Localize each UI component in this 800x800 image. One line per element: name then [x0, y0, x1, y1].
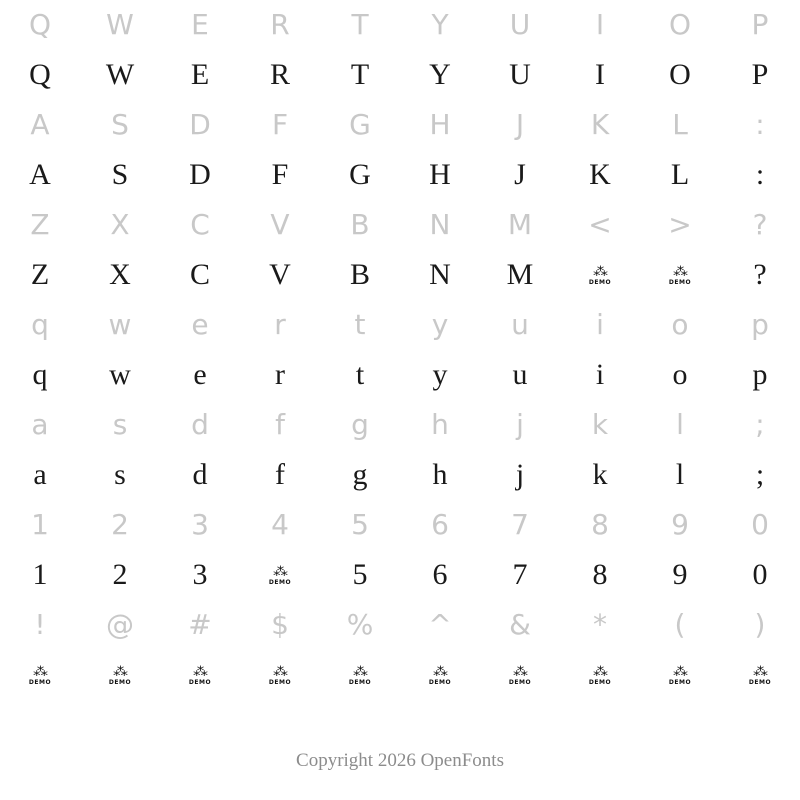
glyph-cell: w — [109, 358, 131, 391]
demo-label: DEMO — [508, 679, 532, 686]
glyph-cell: ! — [34, 608, 46, 641]
glyph-cell: s — [114, 458, 126, 491]
glyph-cell: 7 — [512, 558, 528, 591]
glyph-cell: : — [755, 108, 765, 141]
demo-mark-icon — [509, 664, 531, 686]
leaf-icon: ⁂ — [273, 663, 287, 679]
glyph-cell: C — [189, 258, 210, 291]
demo-mark-icon — [429, 664, 451, 686]
glyph-cell: p — [751, 308, 769, 341]
demo-label: DEMO — [428, 679, 452, 686]
glyph-cell: L — [670, 158, 690, 191]
demo-mark-icon — [109, 664, 131, 686]
glyph-cell: P — [751, 8, 769, 41]
leaf-icon: ⁂ — [113, 663, 127, 679]
glyph-cell: P — [751, 58, 769, 91]
glyph-cell: D — [189, 158, 211, 191]
glyph-cell: U — [509, 58, 531, 91]
demo-label: DEMO — [348, 679, 372, 686]
demo-label: DEMO — [668, 279, 692, 286]
glyph-cell: e — [191, 308, 209, 341]
glyph-cell: Y — [431, 8, 449, 41]
leaf-icon: ⁂ — [433, 663, 447, 679]
glyph-cell: K — [590, 108, 610, 141]
glyph-cell: X — [110, 208, 130, 241]
glyph-cell: 5 — [352, 558, 368, 591]
glyph-cell: $ — [271, 608, 289, 641]
glyph-cell: i — [596, 308, 604, 341]
glyph-cell: R — [269, 58, 290, 91]
demo-watermark-glyph — [240, 550, 320, 600]
demo-label: DEMO — [28, 679, 52, 686]
glyph-cell: E — [191, 8, 209, 41]
glyph-cell: A — [30, 108, 50, 141]
glyph-cell: s — [112, 408, 128, 441]
glyph-cell: V — [270, 208, 290, 241]
demo-watermark-glyph — [640, 650, 720, 700]
demo-watermark-glyph — [720, 650, 800, 700]
demo-mark-icon — [269, 664, 291, 686]
glyph-cell: D — [189, 108, 211, 141]
glyph-cell: L — [672, 108, 688, 141]
glyph-cell: H — [429, 108, 451, 141]
glyph-cell: y — [432, 358, 448, 391]
demo-label: DEMO — [268, 579, 292, 586]
glyph-cell: % — [346, 608, 374, 641]
demo-watermark-glyph — [560, 250, 640, 300]
glyph-cell: ? — [752, 208, 768, 241]
glyph-cell: j — [516, 408, 524, 441]
glyph-cell: T — [350, 58, 370, 91]
glyph-cell: r — [275, 358, 285, 391]
glyph-cell: h — [432, 458, 448, 491]
glyph-cell: g — [351, 408, 369, 441]
glyph-cell: Q — [28, 8, 52, 41]
glyph-cell: 9 — [671, 508, 689, 541]
glyph-cell: B — [349, 258, 370, 291]
glyph-cell: M — [507, 208, 533, 241]
glyph-cell: I — [595, 58, 605, 91]
glyph-cell: S — [111, 108, 129, 141]
glyph-cell: > — [668, 208, 692, 241]
demo-mark-icon — [589, 664, 611, 686]
glyph-cell: 8 — [592, 558, 608, 591]
glyph-cell: d — [191, 408, 209, 441]
demo-watermark-glyph — [640, 250, 720, 300]
glyph-cell: 8 — [591, 508, 609, 541]
glyph-cell: l — [675, 458, 685, 491]
demo-label: DEMO — [268, 679, 292, 686]
glyph-cell: t — [354, 308, 366, 341]
glyph-cell: ( — [674, 608, 686, 641]
demo-watermark-glyph — [240, 650, 320, 700]
leaf-icon: ⁂ — [673, 663, 687, 679]
demo-watermark-glyph — [400, 650, 480, 700]
glyph-cell: 6 — [431, 508, 449, 541]
glyph-cell: u — [511, 308, 529, 341]
glyph-cell: S — [111, 158, 129, 191]
glyph-cell: H — [429, 158, 451, 191]
glyph-cell: Z — [30, 208, 50, 241]
glyph-cell: O — [668, 8, 692, 41]
glyph-cell: C — [190, 208, 210, 241]
glyph-cell: a — [31, 408, 49, 441]
demo-watermark-glyph — [0, 650, 80, 700]
glyph-cell: R — [270, 8, 290, 41]
glyph-cell: E — [190, 58, 210, 91]
glyph-cell: F — [271, 108, 289, 141]
glyph-cell: W — [106, 8, 134, 41]
demo-mark-icon — [29, 664, 51, 686]
glyph-cell: Q — [29, 58, 51, 91]
demo-mark-icon — [669, 664, 691, 686]
glyph-cell: 2 — [111, 508, 129, 541]
glyph-cell: K — [589, 158, 611, 191]
leaf-icon: ⁂ — [353, 663, 367, 679]
copyright-notice: Copyright 2026 OpenFonts — [296, 750, 504, 771]
glyph-cell: d — [192, 458, 208, 491]
glyph-cell: T — [351, 8, 369, 41]
glyph-cell: a — [33, 458, 47, 491]
demo-label: DEMO — [188, 679, 212, 686]
glyph-cell: ; — [755, 408, 765, 441]
demo-label: DEMO — [668, 679, 692, 686]
glyph-cell: 4 — [271, 508, 289, 541]
glyph-cell: # — [188, 608, 212, 641]
demo-watermark-glyph — [320, 650, 400, 700]
glyph-cell: 7 — [511, 508, 529, 541]
glyph-cell: h — [431, 408, 449, 441]
glyph-cell: f — [275, 458, 285, 491]
glyph-cell: < — [588, 208, 612, 241]
demo-watermark-glyph — [160, 650, 240, 700]
glyph-cell: 1 — [31, 508, 49, 541]
glyph-cell: & — [509, 608, 531, 641]
glyph-cell: 6 — [432, 558, 448, 591]
glyph-cell: i — [595, 358, 605, 391]
glyph-cell: U — [509, 8, 531, 41]
glyph-cell: ; — [755, 458, 765, 491]
glyph-cell: ? — [753, 258, 767, 291]
glyph-cell: Y — [429, 58, 451, 91]
leaf-icon: ⁂ — [593, 663, 607, 679]
glyph-cell: 1 — [32, 558, 48, 591]
glyph-cell: g — [352, 458, 368, 491]
glyph-cell: p — [752, 358, 768, 391]
glyph-cell: Z — [30, 258, 50, 291]
glyph-cell: k — [591, 408, 609, 441]
glyph-cell: e — [193, 358, 207, 391]
demo-label: DEMO — [748, 679, 772, 686]
leaf-icon: ⁂ — [673, 263, 687, 279]
glyph-cell: V — [269, 258, 291, 291]
demo-watermark-glyph — [80, 650, 160, 700]
leaf-icon: ⁂ — [513, 663, 527, 679]
demo-watermark-glyph — [480, 650, 560, 700]
glyph-cell: 5 — [351, 508, 369, 541]
glyph-cell: j — [515, 458, 525, 491]
glyph-cell: ^ — [428, 608, 452, 641]
glyph-cell: f — [275, 408, 285, 441]
glyph-cell: B — [350, 208, 370, 241]
demo-label: DEMO — [108, 679, 132, 686]
glyph-cell: 0 — [751, 508, 769, 541]
glyph-cell: o — [672, 358, 688, 391]
glyph-cell: 0 — [752, 558, 768, 591]
demo-mark-icon — [269, 564, 291, 586]
demo-mark-icon — [589, 264, 611, 286]
glyph-cell: 2 — [112, 558, 128, 591]
glyph-cell: 3 — [192, 558, 208, 591]
glyph-cell: w — [108, 308, 132, 341]
glyph-cell: I — [595, 8, 605, 41]
glyph-cell: J — [515, 108, 525, 141]
glyph-cell: F — [271, 158, 289, 191]
glyph-cell: @ — [106, 608, 134, 641]
demo-mark-icon — [669, 264, 691, 286]
glyph-cell: q — [31, 308, 49, 341]
glyph-cell: G — [349, 158, 371, 191]
demo-mark-icon — [189, 664, 211, 686]
demo-label: DEMO — [588, 279, 612, 286]
glyph-cell: O — [669, 58, 691, 91]
glyph-cell: 3 — [191, 508, 209, 541]
leaf-icon: ⁂ — [753, 663, 767, 679]
demo-watermark-glyph — [560, 650, 640, 700]
glyph-cell: W — [105, 58, 135, 91]
glyph-cell: : — [755, 158, 765, 191]
glyph-cell: * — [593, 608, 607, 641]
glyph-cell: y — [431, 308, 449, 341]
glyph-cell: 9 — [672, 558, 688, 591]
leaf-icon: ⁂ — [273, 563, 287, 579]
glyph-cell: N — [429, 208, 451, 241]
glyph-cell: G — [349, 108, 371, 141]
demo-label: DEMO — [588, 679, 612, 686]
glyph-cell: t — [355, 358, 365, 391]
glyph-cell: r — [274, 308, 286, 341]
glyph-cell: l — [676, 408, 684, 441]
glyph-cell: X — [109, 258, 131, 291]
leaf-icon: ⁂ — [593, 263, 607, 279]
demo-mark-icon — [749, 664, 771, 686]
glyph-cell: u — [512, 358, 528, 391]
glyph-cell: A — [29, 158, 51, 191]
glyph-cell: N — [429, 258, 451, 291]
demo-mark-icon — [349, 664, 371, 686]
leaf-icon: ⁂ — [193, 663, 207, 679]
glyph-cell: q — [32, 358, 48, 391]
glyph-cell: ) — [754, 608, 766, 641]
leaf-icon: ⁂ — [33, 663, 47, 679]
glyph-cell: M — [506, 258, 534, 291]
glyph-cell: k — [592, 458, 608, 491]
glyph-cell: o — [671, 308, 689, 341]
glyph-cell: J — [514, 158, 526, 191]
